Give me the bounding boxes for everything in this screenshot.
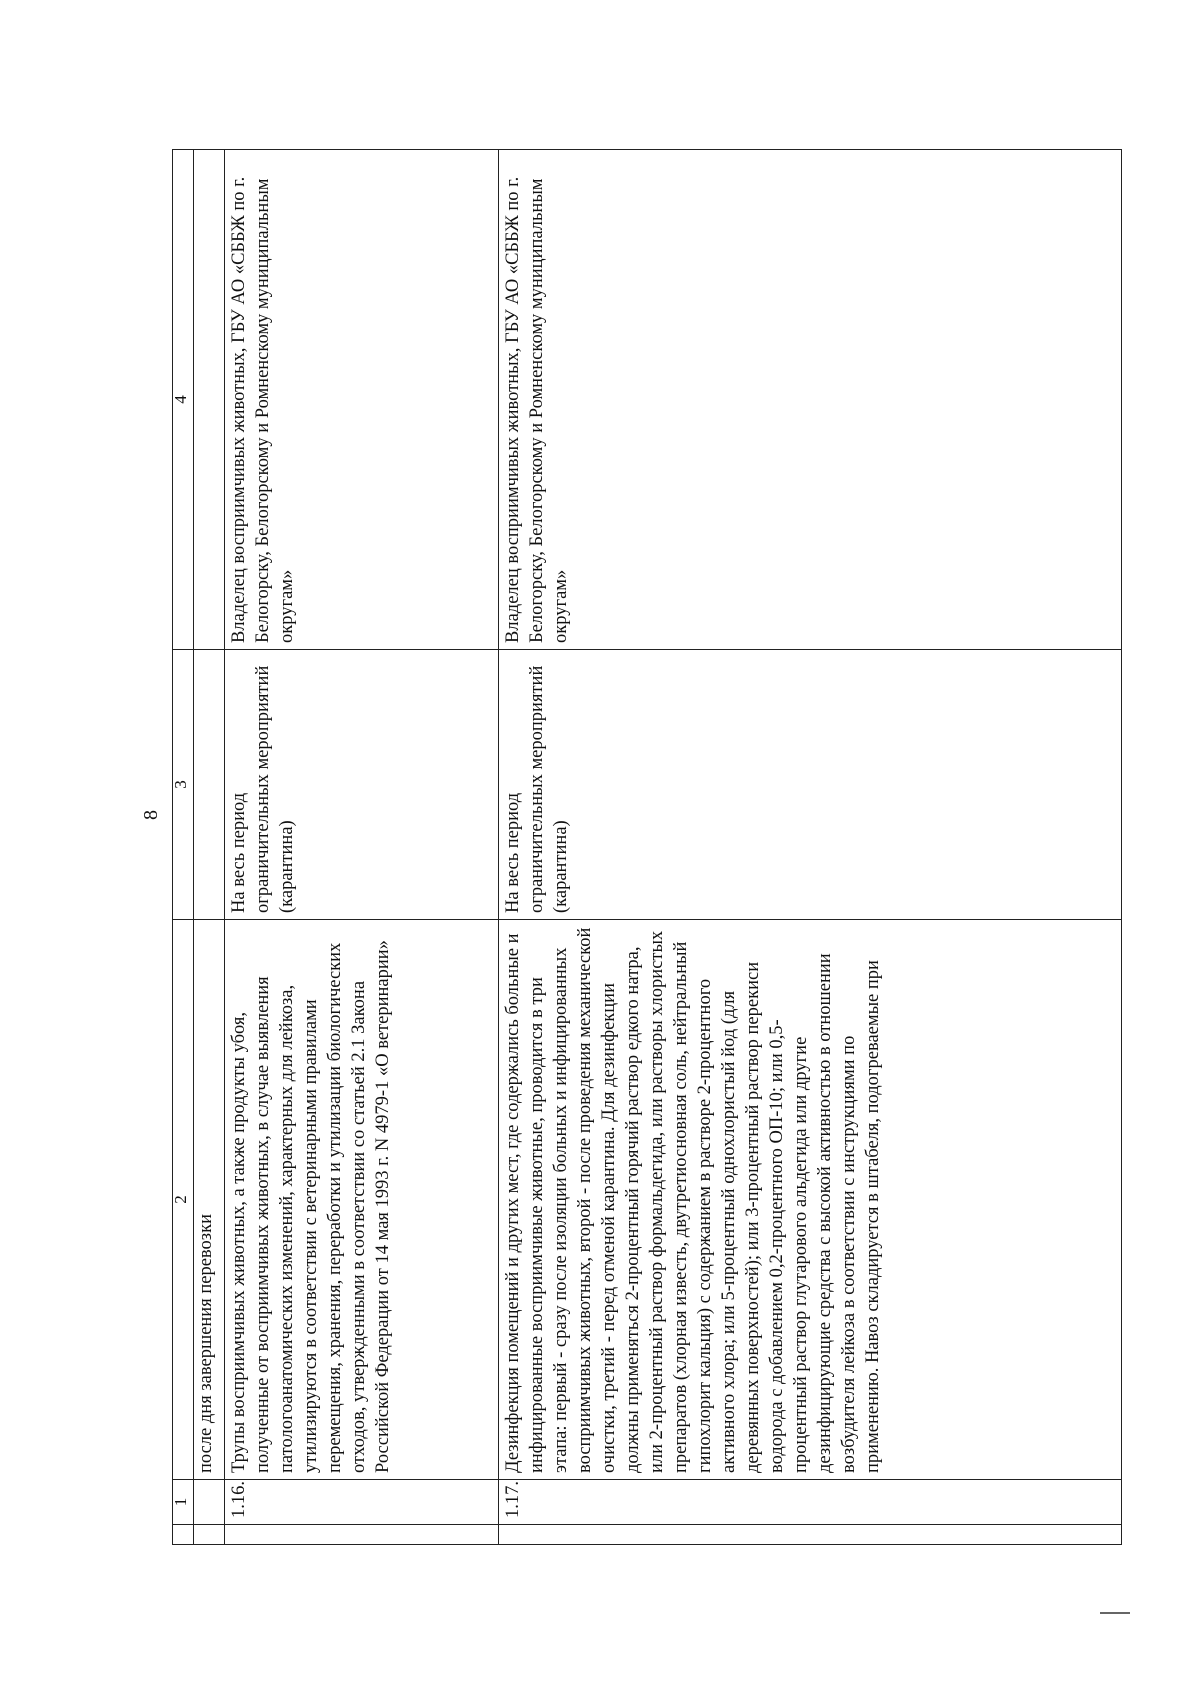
scan-mark (1100, 1612, 1130, 1614)
row-1-16-number: 1.16. (225, 1480, 499, 1525)
row-1-17-responsible: Владелец восприимчивых животных, ГБУ АО «СББЖ по г. Белогорску, Белогорскому и Ромненскому муниципальным округам» (499, 150, 1122, 650)
rotated-table-wrapper (172, 150, 1122, 1545)
row-1-16-measure: Трупы восприимчивых животных, а также продукты убоя, полученные от восприимчивых животных, в случае выявления патологоанатомических изменений, характерных для лейкоза, утилизируются в соответствии с ветеринарными правилами перемещения, хранения, переработки и утилизации биологических отходов, утвержденными в соответствии со статьей 2.1 Закона Российской Федерации от 14 мая 1993 г. N 4979-1 «О ветеринарии» (225, 920, 499, 1480)
row-1-16-blank (225, 1525, 499, 1545)
table-row-1-17 (499, 150, 1122, 1545)
continuation-cell-1 (194, 1480, 225, 1525)
row-1-17-blank (499, 1525, 1122, 1545)
row-1-17-number: 1.17. (499, 1480, 1122, 1525)
continuation-row (194, 150, 225, 1545)
header-cell-2: 2 (173, 920, 194, 1480)
table-row-1-16 (225, 150, 499, 1545)
header-cell-3: 3 (173, 650, 194, 920)
row-1-16-responsible: Владелец восприимчивых животных, ГБУ АО «СББЖ по г. Белогорску, Белогорскому и Ромненскому муниципальным округам» (225, 150, 499, 650)
header-cell-4: 4 (173, 150, 194, 650)
row-1-17-term: На весь период ограничительных мероприятий (карантина) (499, 650, 1122, 920)
continuation-cell-3 (194, 650, 225, 920)
header-row (173, 150, 194, 1545)
continuation-text: после дня завершения перевозки (194, 920, 225, 1480)
measures-table (172, 149, 1122, 1545)
continuation-cell-0 (194, 1525, 225, 1545)
header-cell-1: 1 (173, 1480, 194, 1525)
row-1-16-term: На весь период ограничительных мероприятий (карантина) (225, 650, 499, 920)
row-1-17-measure: Дезинфекция помещений и других мест, где содержались больные и инфицированные восприимчивые животные, проводится в три этапа: первый - сразу после изоляции больных и инфицированных восприимчивых животных, второй - после проведения механической очистки, третий - перед отменой карантина. Для дезинфекции должны применяться 2-процентный горячий раствор едкого натра, или 2-процентный раствор формальдегида, или растворы хлористых препаратов (хлорная известь, двутретиосновная соль, нейтральный гипохлорит кальция) с содержанием в растворе 2-процентного активного хлора; или 5-процентный однохлористый йод (для деревянных поверхностей); или 3-процентный раствор перекиси водорода с добавлением 0,2-процентного ОП-10; или 0,5-процентный раствор глутарового альдегида или другие дезинфицирующие средства с высокой активностью в отношении возбудителя лейкоза в соответствии с инструкциями по применению. Навоз складируется в штабеля, подогреваемые при (499, 920, 1122, 1480)
header-cell-0 (173, 1525, 194, 1545)
page-number: 8 (140, 810, 162, 820)
continuation-cell-4 (194, 150, 225, 650)
